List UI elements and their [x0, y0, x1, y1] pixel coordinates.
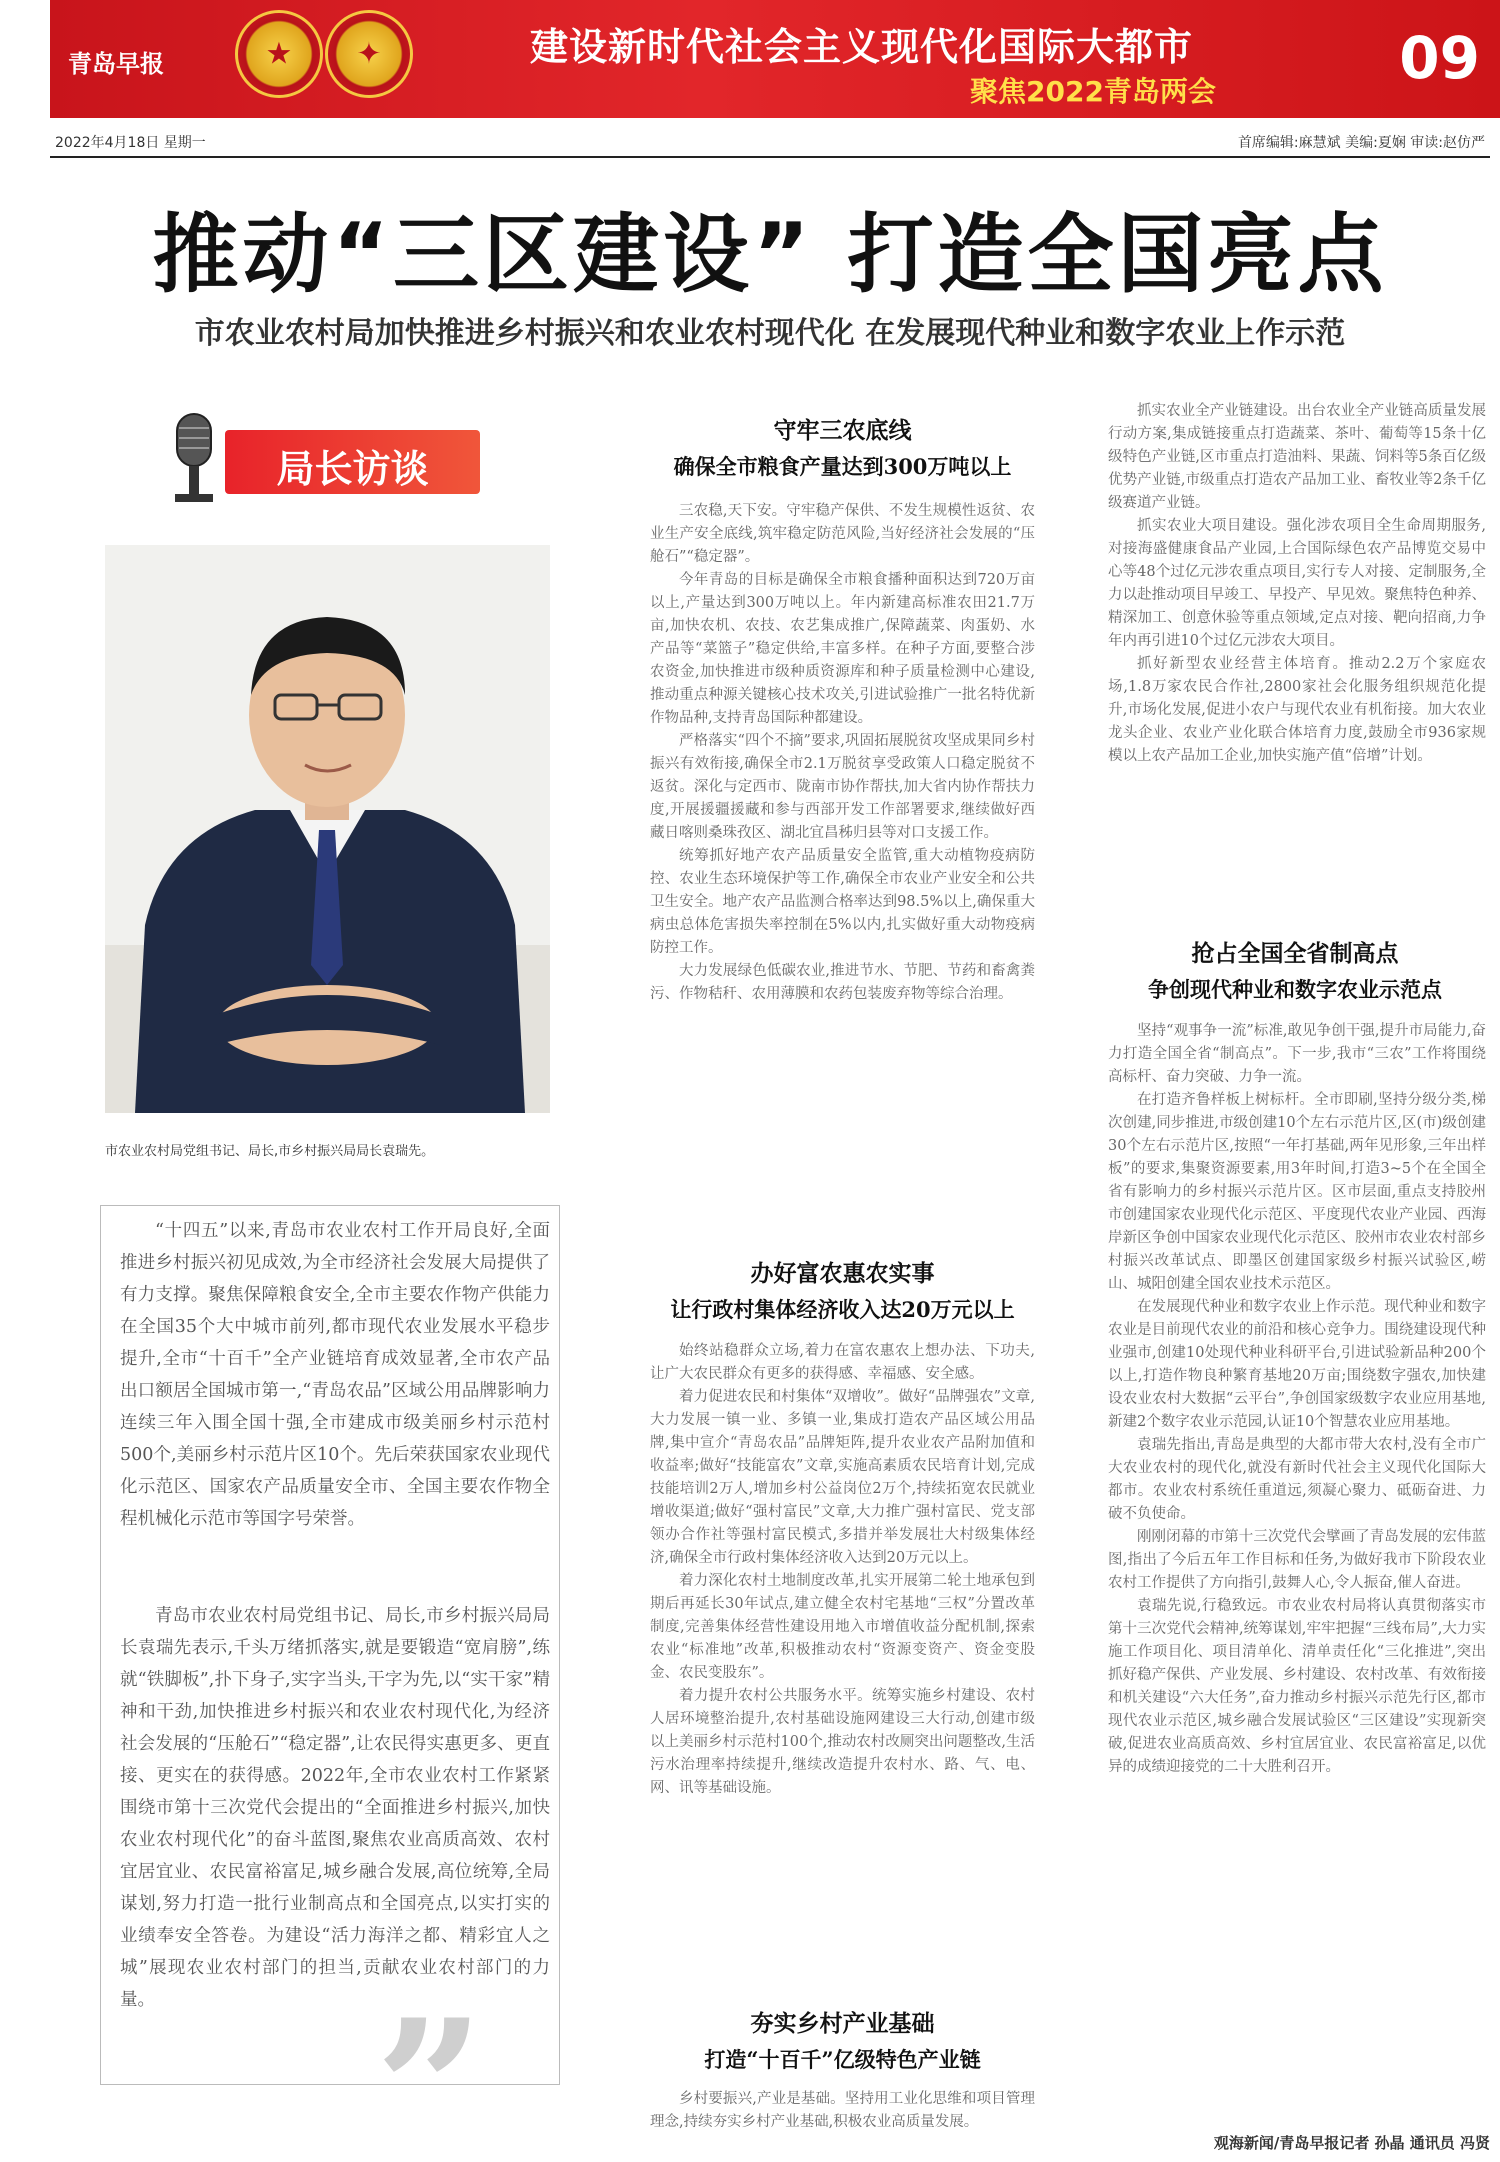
paragraph: 抓实农业全产业链建设。出台农业全产业链高质量发展行动方案,集成链接重点打造蔬菜、茶叶、葡萄等15条十亿级特色产业链,区市重点打造油料、果蔬、饲料等5条百亿级优势产业链,市级重点打造农产品加工业、畜牧业等2条千亿级赛道产业链。 — [1108, 403, 1486, 511]
paragraph: 严格落实“四个不摘”要求,巩固拓展脱贫攻坚成果同乡村振兴有效衔接,确保全市2.1万脱贫享受政策人口稳定脱贫不返贫。深化与定西市、陇南市协作帮扶,加大省内协作帮扶力度,开展援疆援藏和参与西部开发工作部署要求,继续做好西藏日喀则桑珠孜区、湖北宜昌秭归县等对口支援工作。 — [650, 733, 1035, 841]
section-5-body — [1108, 1020, 1486, 1779]
national-emblem-icon: ★ — [235, 10, 323, 98]
section-4-body — [1108, 400, 1486, 768]
paragraph: 着力促进农民和村集体“双增收”。做好“品牌强农”文章,大力发展一镇一业、多镇一业,集成打造农产品区域公用品牌,集中宣介“青岛农品”品牌矩阵,提升农业农产品附加值和收益率;做好“技能富农”文章,实施高素质农民培育计划,完成技能培训2万人,增加乡村公益岗位2万个,持续拓宽农民就业增收渠道;做好“强村富民”文章,大力推广强村富民、党支部领办合作社等强村富民模式,多措并举发展壮大村级集体经济,确保全市行政村集体经济收入达到20万元以上。 — [650, 1389, 1035, 1566]
page-subtitle: 市农业农村局加快推进乡村振兴和农业农村现代化 在发展现代种业和数字农业上作示范 — [194, 316, 1346, 351]
section-2-heading: 办好富农惠农实事 — [750, 1260, 935, 1287]
page-title: 推动“三区建设” 打造全国亮点 — [152, 205, 1388, 305]
banner-title: 建设新时代社会主义现代化国际大都市 — [530, 25, 1194, 69]
section-3-body — [650, 2088, 1035, 2134]
intro-paragraph-2: 青岛市农业农村局党组书记、局长,市乡村振兴局局长袁瑞先表示,千头万绪抓落实,就是要锻造“宽肩膀”,练就“铁脚板”,扑下身子,实字当头,干字为先,以“实干家”精神和干劲,加快推进乡村振兴和农业农村现代化,为经济社会发展的“压舱石”“稳定器”,让农民得实惠更多、更直接、更实在的获得感。2022年,全市农业农村工作紧紧围绕市第十三次党代会提出的“全面推进乡村振兴,加快农业农村现代化”的奋斗蓝图,聚焦农业高质高效、农村宜居宜业、农民富裕富足,城乡融合发展,高位统筹,全局谋划,努力打造一批行业制高点和全国亮点,以实打实的业绩奉安全答卷。为建设“活力海洋之都、精彩宜人之城”展现农业农村部门的担当,贡献农业农村部门的力量。 — [120, 1606, 550, 2010]
section-3-heading: 夯实乡村产业基础 — [750, 2010, 935, 2037]
section-title-5 — [1100, 935, 1490, 1004]
section-1-heading: 守牢三农底线 — [773, 417, 912, 444]
section-title-3 — [640, 2005, 1045, 2074]
paragraph: 三农稳,天下安。守牢稳产保供、不发生规模性返贫、农业生产安全底线,筑牢稳定防范风险,当好经济社会发展的“压舱石”“稳定器”。 — [650, 503, 1035, 565]
paragraph: 抓好新型农业经营主体培育。推动2.2万个家庭农场,1.8万家农民合作社,2800家社会化服务组织规范化提升,市场化发展,促进小农户与现代农业有机衔接。加大农业龙头企业、农业产业化联合体培育力度,鼓励全市936家规模以上农产品加工企业,加快实施产值“倍增”计划。 — [1108, 656, 1486, 764]
paragraph: 始终站稳群众立场,着力在富农惠农上想办法、下功夫,让广大农民群众有更多的获得感、幸福感、安全感。 — [650, 1343, 1035, 1382]
paragraph: 袁瑞先说,行稳致远。市农业农村局将认真贯彻落实市第十三次党代会精神,统筹谋划,牢牢把握“三线布局”,大力实施工作项目化、项目清单化、清单责任化“三化推进”,突出抓好稳产保供、产业发展、乡村建设、农村改革、有效衔接和机关建设“六大任务”,奋力推动乡村振兴示范先行区,都市现代农业示范区,城乡融合发展试验区“三区建设”实现新突破,促进农业高质高效、乡村宜居宜业、农民富裕富足,以优异的成绩迎接党的二十大胜利召开。 — [1108, 1598, 1486, 1775]
section-title-2 — [640, 1255, 1045, 1324]
banner-subtitle: 聚焦2022青岛两会 — [970, 75, 1216, 108]
paragraph: 统筹抓好地产农产品质量安全监管,重大动植物疫病防控、农业生态环境保护等工作,确保全市农业产业安全和公共卫生安全。地产农产品监测合格率达到98.5%以上,确保重大病虫总体危害损失率控制在5%以内,扎实做好重大动物疫病防控工作。 — [650, 848, 1035, 956]
issue-date: 2022年4月18日 星期一 — [55, 135, 206, 151]
interview-label-box — [225, 430, 480, 494]
paragraph: 在发展现代种业和数字农业上作示范。现代种业和数字农业是目前现代农业的前沿和核心竞争力。围绕建设现代种业强市,创建10处现代种业科研平台,引进试验新品种200个以上,打造作物良种繁育基地20万亩;围绕数字强农,加快建设农业农村大数据“云平台”,争创国家级数字农业应用基地,新建2个数字农业示范园,认证10个智慧农业应用基地。 — [1108, 1299, 1486, 1430]
section-1-body — [650, 500, 1035, 1006]
byline: 观海新闻/青岛早报记者 孙晶 通讯员 冯贤 — [1213, 2134, 1490, 2152]
paragraph: 大力发展绿色低碳农业,推进节水、节肥、节药和畜禽粪污、作物秸秆、农用薄膜和农药包装废弃物等综合治理。 — [650, 963, 1035, 1002]
intro-paragraph-1: “十四五”以来,青岛市农业农村工作开局良好,全面推进乡村振兴初见成效,为全市经济社会发展大局提供了有力支撑。聚焦保障粮食安全,全市主要农作物产供能力在全国35个大中城市前列,都市现代农业发展水平稳步提升,全市“十百千”全产业链培育成效显著,全市农产品出口额居全国城市第一,“青岛农品”区域公用品牌影响力连续三年入围全国十强,全市建成市级美丽乡村示范村500个,美丽乡村示范片区10个。先后荣获国家农业现代化示范区、国家农产品质量安全市、全国主要农作物全程机械化示范市等国字号荣誉。 — [120, 1221, 550, 1529]
interview-label: 局长访谈 — [276, 447, 429, 491]
brand-logo: 青岛早报 — [68, 50, 164, 78]
portrait-illustration — [105, 545, 550, 1113]
paragraph: 着力深化农村土地制度改革,扎实开展第二轮土地承包到期后再延长30年试点,建立健全农村宅基地“三权”分置改革制度,完善集体经营性建设用地入市增值收益分配机制,探索农业“标准地”改革,积极推动农村“资源变资产、资金变股金、农民变股东”。 — [650, 1573, 1035, 1681]
editor-credits: 首席编辑:麻慧斌 美编:夏娴 审读:赵仿严 — [1237, 135, 1485, 151]
section-2-subheading: 让行政村集体经济收入达20万元以上 — [670, 1297, 1015, 1322]
photo-caption: 市农业农村局党组书记、局长,市乡村振兴局局长袁瑞先。 — [105, 1144, 435, 1159]
quote-mark-icon: ” — [375, 1978, 485, 2162]
paragraph: 着力提升农村公共服务水平。统筹实施乡村建设、农村人居环境整治提升,农村基础设施网建设三大行动,创建市级以上美丽乡村示范村100个,推动农村改厕突出问题整改,生活污水治理率持续提升,继续改造提升农村水、路、气、电、网、讯等基础设施。 — [650, 1688, 1035, 1796]
page-number: 09 — [1399, 24, 1480, 92]
section-2-body — [650, 1340, 1035, 1800]
section-3-subheading: 打造“十百千”亿级特色产业链 — [704, 2047, 981, 2072]
header-banner — [50, 0, 1500, 118]
paragraph: 袁瑞先指出,青岛是典型的大都市带大农村,没有全市广大农业农村的现代化,就没有新时代社会主义现代化国际大都市。农业农村系统任重道远,须凝心聚力、砥砺奋进、力破不负使命。 — [1108, 1437, 1486, 1522]
section-1-subheading: 确保全市粮食产量达到300万吨以上 — [673, 454, 1012, 479]
section-title-1 — [640, 412, 1045, 481]
paragraph: 坚持“观事争一流”标准,敢见争创干强,提升市局能力,奋力打造全国全省“制高点”。下一步,我市“三农”工作将围绕高标杆、奋力突破、力争一流。 — [1108, 1023, 1486, 1085]
section-5-subheading: 争创现代种业和数字农业示范点 — [1148, 977, 1442, 1002]
section-5-heading: 抢占全国全省制高点 — [1191, 940, 1399, 967]
paragraph: 今年青岛的目标是确保全市粮食播种面积达到720万亩以上,产量达到300万吨以上。年内新建高标准农田21.7万亩,加快农机、农技、农艺集成推广,保障蔬菜、肉蛋奶、水产品等“菜篮子”稳定供给,丰富多样。在种子方面,要整合涉农资金,加快推进市级种质资源库和种子质量检测中心建设,推动重点种源关键核心技术攻关,引进试验推广一批名特优新作物品种,支持青岛国际种都建设。 — [650, 572, 1035, 726]
paragraph: 刚刚闭幕的市第十三次党代会擘画了青岛发展的宏伟蓝图,指出了今后五年工作目标和任务,为做好我市下阶段农业农村工作提供了方向指引,鼓舞人心,令人振奋,催人奋进。 — [1108, 1529, 1486, 1591]
interview-tag — [165, 408, 485, 508]
divider — [50, 156, 1490, 158]
portrait-photo — [105, 545, 550, 1113]
paragraph: 在打造齐鲁样板上树标杆。全市即刷,坚持分级分类,梯次创建,同步推进,市级创建10个左右示范片区,区(市)级创建30个左右示范片区,按照“一年打基础,两年见形象,三年出样板”的要求,集聚资源要素,用3年时间,打造3~5个在全国全省有影响力的乡村振兴示范片区。区市层面,重点支持胶州市创建国家农业现代化示范区、平度现代农业产业园、西海岸新区争创中国家农业现代化示范区、胶州市农业农村部乡村振兴改革试点、即墨区创建国家级乡村振兴试验区,崂山、城阳创建全国农业技术示范区。 — [1108, 1092, 1486, 1292]
paragraph: 乡村要振兴,产业是基础。坚持用工业化思维和项目管理理念,持续夯实乡村产业基础,积极农业高质量发展。 — [650, 2091, 1035, 2130]
cppcc-emblem-icon: ✦ — [325, 10, 413, 98]
paragraph: 抓实农业大项目建设。强化涉农项目全生命周期服务,对接海盛健康食品产业园,上合国际绿色农产品博览交易中心等48个过亿元涉农重点项目,实行专人对接、定制服务,全力以赴推动项目早竣工、早投产、早见效。聚焦特色种养、精深加工、创意休验等重点领域,定点对接、靶向招商,力争年内再引进10个过亿元涉农大项目。 — [1108, 518, 1486, 649]
